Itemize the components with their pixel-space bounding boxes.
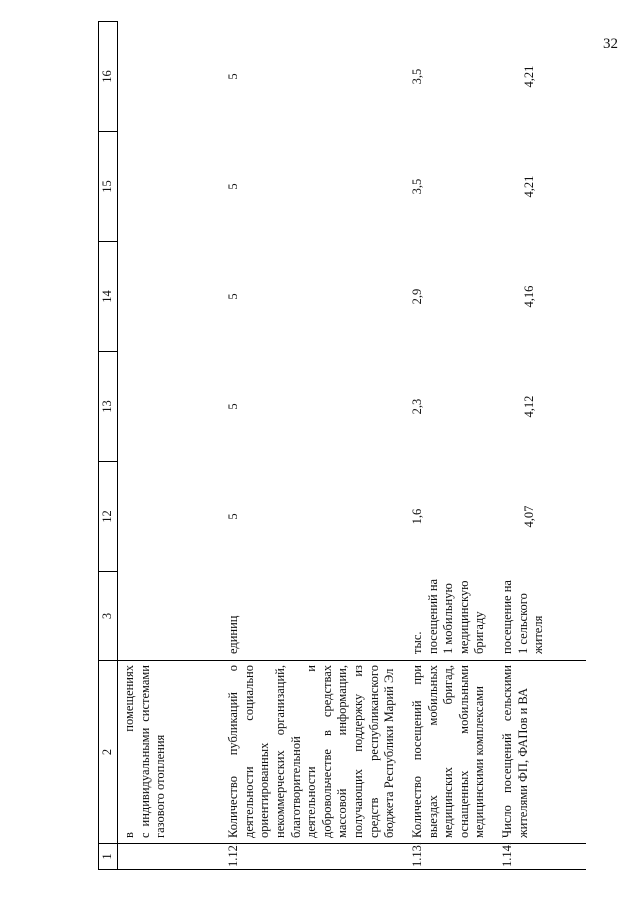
value-col-14: 5 xyxy=(226,293,240,300)
header-col-15: 15 xyxy=(99,132,118,242)
continuation-line-2: с индивидуальными системами газового отопления xyxy=(137,665,168,838)
header-col-2: 2 xyxy=(99,661,118,844)
value-col-12: 1,6 xyxy=(409,508,424,525)
indicator-name-cell xyxy=(118,661,221,844)
table-row xyxy=(494,22,586,870)
unit-cell: единиц xyxy=(226,615,240,654)
value-cell xyxy=(118,132,221,242)
table-row xyxy=(220,22,404,870)
table-row-continuation xyxy=(118,22,221,870)
unit-cell: тыс. посещений на 1 мобильную медицинскую бригаду xyxy=(409,578,487,654)
value-col-13: 4,12 xyxy=(522,395,536,418)
table-row xyxy=(404,22,494,870)
value-cell xyxy=(118,352,221,462)
continuation-line-1: в помещениях xyxy=(122,665,136,838)
value-cell xyxy=(118,242,221,352)
row-number-cell xyxy=(118,844,221,870)
value-col-16: 3,5 xyxy=(409,68,424,85)
indicator-name-cell: Количество посещений при выездах мобильных медицинских бригад, оснащенных мобильными медицинскими комплексами xyxy=(404,661,494,844)
value-col-14: 2,9 xyxy=(409,288,424,305)
rotated-table-container xyxy=(98,30,578,870)
indicator-table xyxy=(98,21,586,870)
page-number: 32 xyxy=(603,36,618,52)
header-col-13: 13 xyxy=(99,352,118,462)
header-col-12: 12 xyxy=(99,462,118,572)
header-col-16: 16 xyxy=(99,22,118,132)
value-col-12: 4,07 xyxy=(522,505,536,528)
indicator-name-cell: Число посещений сельскими жителями ФП, ФАПов и ВА xyxy=(494,661,586,844)
value-col-12: 5 xyxy=(226,513,240,520)
row-number-cell: 1.14. xyxy=(494,844,586,870)
value-cell xyxy=(118,22,221,132)
indicator-name-cell: Количество публикаций о деятельности социально ориентированных некоммерческих организаций, благотворительной деятельности и добровольчестве в средствах массовой информации, получающих поддержку из средств республиканского бюджета Республики Марий Эл xyxy=(220,661,404,844)
row-number-cell: 1.12. xyxy=(220,844,404,870)
header-row xyxy=(99,22,118,870)
value-col-15: 3,5 xyxy=(409,178,424,195)
value-col-14: 4,16 xyxy=(522,285,536,308)
value-cell xyxy=(118,462,221,572)
value-col-16: 4,21 xyxy=(522,65,536,88)
header-col-14: 14 xyxy=(99,242,118,352)
value-col-15: 5 xyxy=(226,183,240,190)
value-col-15: 4,21 xyxy=(522,175,536,198)
row-number-cell: 1.13. xyxy=(404,844,494,870)
unit-cell: посещение на 1 сельского жителя xyxy=(500,580,546,654)
value-col-13: 5 xyxy=(226,403,240,410)
unit-cell xyxy=(118,572,221,661)
value-col-13: 2,3 xyxy=(409,398,424,415)
header-col-1: 1 xyxy=(99,844,118,870)
header-col-3: 3 xyxy=(99,572,118,661)
value-col-16: 5 xyxy=(226,73,240,80)
